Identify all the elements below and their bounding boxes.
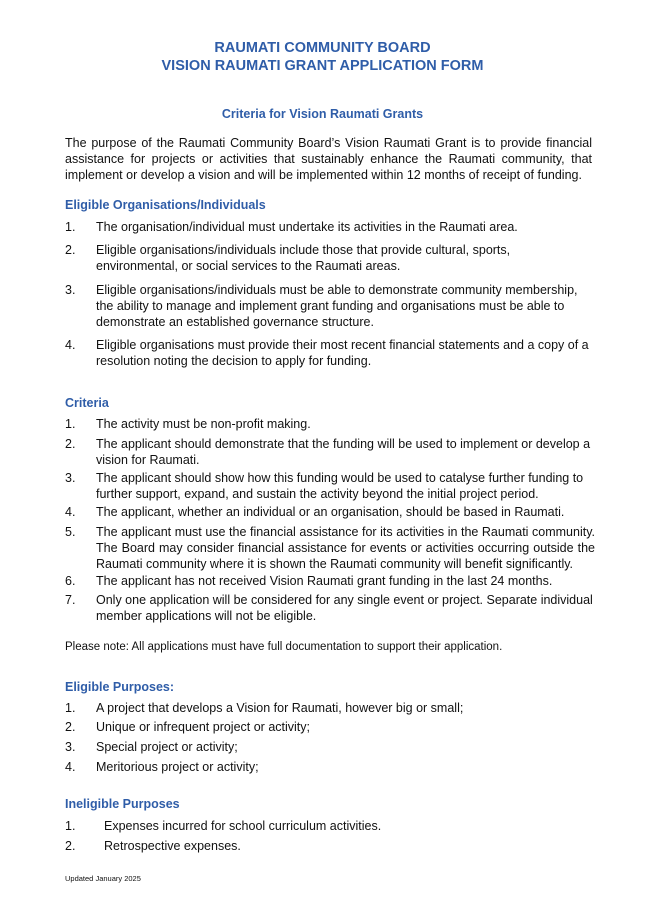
list-text: The activity must be non-profit making. [96, 417, 311, 431]
list-text: Eligible organisations/individuals must be able to demonstrate community membership, the ability to manage and implement grant funding and organisations must be able to demonstrate an established governance structure. [96, 283, 578, 329]
list-number: 2. [65, 839, 76, 853]
list-text: Meritorious project or activity; [96, 760, 259, 774]
list-text: The applicant, whether an individual or an organisation, should be based in Raumati. [96, 505, 565, 519]
list-number: 2. [65, 243, 76, 257]
list-number: 2. [65, 437, 76, 451]
footer-updated-date: Updated January 2025 [65, 874, 141, 883]
document-title [0, 39, 645, 75]
list-text: The applicant should show how this funding would be used to catalyse further funding to further support, expand, and sustain the activity beyond the initial project period. [96, 471, 584, 501]
list-item [65, 838, 595, 854]
list-text: A project that develops a Vision for Raumati, however big or small; [96, 701, 464, 715]
list-text: Retrospective expenses. [104, 839, 241, 853]
list-number: 6. [65, 574, 76, 588]
list-text: Only one application will be considered for any single event or project. Separate individual member applications will not be eligible. [96, 593, 593, 623]
title-line-1: RAUMATI COMMUNITY BOARD [214, 40, 431, 56]
list-item [65, 524, 595, 572]
list-number: 7. [65, 593, 76, 607]
list-item [65, 470, 595, 502]
list-item [65, 219, 595, 235]
list-item [65, 592, 595, 624]
list-item [65, 242, 535, 274]
documentation-note: Please note: All applications must have full documentation to support their application. [65, 641, 503, 653]
ineligible-purposes-heading: Ineligible Purposes [65, 797, 180, 811]
list-item [65, 700, 595, 716]
list-item [65, 759, 595, 775]
list-text: Special project or activity; [96, 740, 238, 754]
list-number: 3. [65, 283, 76, 297]
list-text: The applicant has not received Vision Raumati grant funding in the last 24 months. [96, 574, 553, 588]
list-item [65, 573, 595, 589]
list-item [65, 416, 595, 432]
list-number: 4. [65, 760, 76, 774]
list-text: The organisation/individual must undertake its activities in the Raumati area. [96, 220, 518, 234]
list-text: Unique or infrequent project or activity; [96, 720, 310, 734]
list-text: Expenses incurred for school curriculum activities. [104, 819, 382, 833]
list-number: 3. [65, 740, 76, 754]
list-text: The applicant should demonstrate that the funding will be used to implement or develop a vision for Raumati. [96, 437, 591, 467]
list-number: 1. [65, 417, 76, 431]
eligible-purposes-heading: Eligible Purposes: [65, 680, 175, 694]
list-number: 1. [65, 819, 76, 833]
title-line-2: VISION RAUMATI GRANT APPLICATION FORM [161, 58, 484, 74]
criteria-heading: Criteria [65, 396, 109, 410]
criteria-subtitle: Criteria for Vision Raumati Grants [221, 107, 424, 121]
list-item [65, 818, 595, 834]
list-number: 3. [65, 471, 76, 485]
list-text: Eligible organisations/individuals include those that provide cultural, sports, environmental, or social services to the Raumati areas. [96, 243, 511, 273]
list-item [65, 739, 595, 755]
list-text: The applicant must use the financial assistance for its activities in the Raumati community. The Board may consider financial assistance for events or activities occurring outside the Raumati community where it is shown the Raumati community will benefit significantly. [96, 525, 595, 571]
list-number: 1. [65, 220, 76, 234]
list-item [65, 719, 595, 735]
list-item [65, 504, 595, 520]
list-number: 1. [65, 701, 76, 715]
eligible-orgs-heading: Eligible Organisations/Individuals [65, 198, 266, 212]
list-item [65, 282, 595, 330]
intro-paragraph: The purpose of the Raumati Community Board’s Vision Raumati Grant is to provide financial assistance for projects or activities that sustainably enhance the Raumati community, that implement or develop a vision and will be implemented within 12 months of receipt of funding. [65, 136, 592, 182]
list-number: 2. [65, 720, 76, 734]
list-number: 4. [65, 338, 76, 352]
list-number: 4. [65, 505, 76, 519]
list-number: 5. [65, 525, 76, 539]
list-item [65, 436, 595, 468]
list-item [65, 337, 595, 369]
list-text: Eligible organisations must provide their most recent financial statements and a copy of a resolution noting the decision to apply for funding. [96, 338, 589, 368]
